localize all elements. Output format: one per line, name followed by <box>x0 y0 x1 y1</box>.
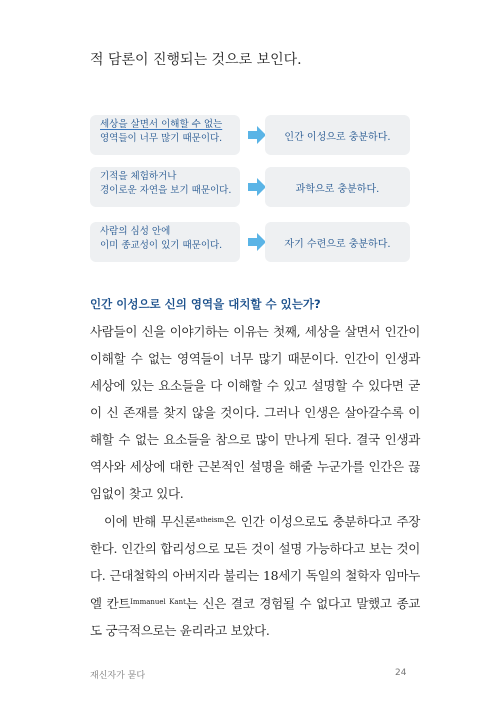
reason-line: 이미 종교성이 있기 때문이다. <box>100 240 223 251</box>
reason-box <box>90 167 240 207</box>
text-span: 는 신은 결코 경험될 수 없다고 말했고 종교도 궁극적으로는 윤리라고 보았다. <box>90 596 420 638</box>
body-text <box>90 318 420 644</box>
paragraph: 사람들이 신을 이야기하는 이유는 첫째, 세상을 살면서 인간이 이해할 수 없는 영역들이 너무 많기 때문이다. 인간이 인생과 세상에 있는 요소들을 다 이해할 수 있고 설명할 수 있다면 굳이 신 존재를 찾지 않을 것이다. 그러나 인생은 살아갈수록 이해할 수 없는 요소들을 참으로 많이 만나게 된다. 결국 인생과 역사와 세상에 대한 근본적인 설명을 해줄 누군가를 인간은 끊임없이 찾고 있다. <box>90 324 420 501</box>
answer-box: 인간 이성으로 충분하다. <box>265 115 410 155</box>
answer-box: 자기 수련으로 충분하다. <box>265 222 410 262</box>
section-heading: 인간 이성으로 신의 영역을 대치할 수 있는가? <box>90 297 321 311</box>
flow-row-3 <box>90 222 410 262</box>
reason-box <box>90 115 240 155</box>
flow-row-2 <box>90 167 410 207</box>
reason-line: 사람의 심성 안에 <box>100 226 171 237</box>
paragraph <box>90 507 420 644</box>
term-annotation: Immanuel Kant <box>130 598 186 606</box>
flow-row-1 <box>90 115 410 155</box>
text-span: 은 인간 이성으로도 충분하다고 주장한다. 인간의 합리성으로 모든 것이 설명 가능하다고 보는 것이다. 근대철학의 아버지라 불리는 18세기 독일의 철학자 임마누엘 칸트 <box>90 514 420 611</box>
book-title: 재신자가 묻다 <box>90 671 146 681</box>
reason-line: 기적을 체험하거나 <box>100 171 177 182</box>
intro-line: 적 담론이 진행되는 것으로 보인다. <box>90 52 302 68</box>
reason-line: 영역들이 너무 많기 때문이다. <box>100 133 223 144</box>
answer-box: 과학으로 충분하다. <box>265 167 410 207</box>
text-span: 이에 반해 무신론 <box>104 514 197 529</box>
reason-line: 경이로운 자연을 보기 때문이다. <box>100 185 232 196</box>
reason-box <box>90 222 240 262</box>
reason-line: 세상을 살면서 이해할 수 없는 <box>100 119 223 130</box>
term-annotation: atheism <box>196 516 225 524</box>
page-number: 24 <box>395 668 407 678</box>
